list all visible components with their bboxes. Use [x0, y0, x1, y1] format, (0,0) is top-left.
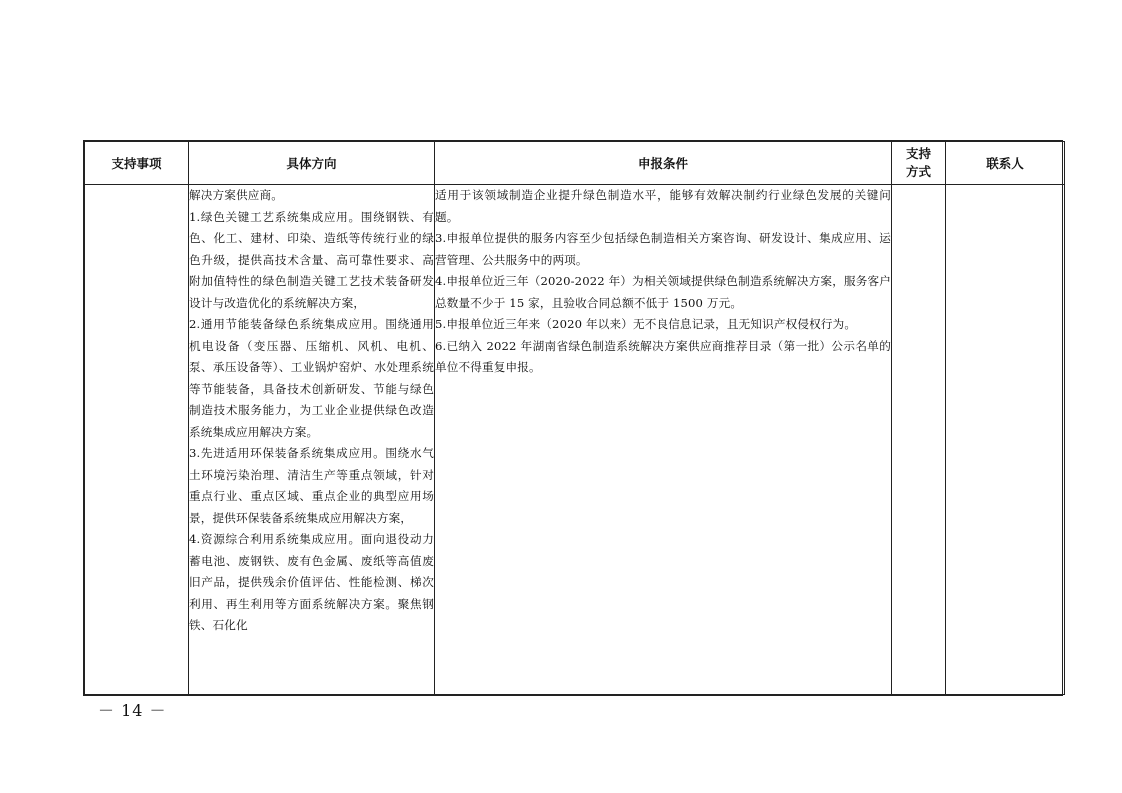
direction-paragraph: 1.绿色关键工艺系统集成应用。围绕钢铁、有色、化工、建材、印染、造纸等传统行业的绿色升级，提供高技术含量、高可靠性要求、高附加值特性的绿色制造关键工艺技术装备研发设计与改造优化的系统解决方案， [189, 209, 434, 310]
condition-paragraph: 5.申报单位近三年来（2020 年以来）无不良信息记录，且无知识产权侵权行为。 [435, 317, 857, 331]
header-support-item: 支持事项 [85, 142, 189, 185]
condition-paragraph: 4.申报单位近三年（2020-2022 年）为相关领域提供绿色制造系统解决方案，服务客户总数量不少于 15 家，且验收合同总额不低于 1500 万元。 [435, 274, 891, 310]
header-support-method [892, 142, 946, 185]
cell-support-method [892, 185, 946, 695]
condition-paragraph: 3.申报单位提供的服务内容至少包括绿色制造相关方案咨询、研发设计、集成应用、运营管理、公共服务中的两项。 [435, 231, 891, 267]
direction-paragraph: 解决方案供应商。 [189, 188, 283, 202]
header-direction: 具体方向 [189, 142, 435, 185]
page-number: － 14 － [98, 701, 167, 720]
cell-conditions [435, 185, 892, 695]
cell-contact [946, 185, 1065, 695]
table-header-row [85, 142, 1065, 185]
condition-paragraph: 6.已纳入 2022 年湖南省绿色制造系统解决方案供应商推荐目录（第一批）公示名单的单位不得重复申报。 [435, 338, 891, 374]
policy-table [84, 141, 1065, 695]
direction-paragraph: 4.资源综合利用系统集成应用。面向退役动力蓄电池、废钢铁、废有色金属、废纸等高值废旧产品，提供残余价值评估、性能检测、梯次利用、再生利用等方面系统解决方案。聚焦钢铁、石化化 [189, 532, 434, 632]
header-conditions: 申报条件 [435, 142, 892, 185]
cell-support-item [85, 185, 189, 695]
table-row [85, 185, 1065, 695]
direction-paragraph: 3.先进适用环保装备系统集成应用。围绕水气土环境污染治理、清洁生产等重点领域，针对重点行业、重点区域、重点企业的典型应用场景，提供环保装备系统集成应用解决方案， [189, 446, 434, 525]
condition-paragraph: 适用于该领域制造企业提升绿色制造水平，能够有效解决制约行业绿色发展的关键问题。 [435, 188, 891, 224]
direction-paragraph: 2.通用节能装备绿色系统集成应用。围绕通用机电设备（变压器、压缩机、风机、电机、泵、承压设备等）、工业锅炉窑炉、水处理系统等节能装备，具备技术创新研发、节能与绿色制造技术服务能力，为工业企业提供绿色改造系统集成应用解决方案。 [189, 317, 434, 439]
policy-table-frame [83, 140, 1063, 696]
header-contact: 联系人 [946, 142, 1065, 185]
header-support-method-label: 支持方式 [905, 146, 931, 179]
cell-direction [189, 185, 435, 695]
